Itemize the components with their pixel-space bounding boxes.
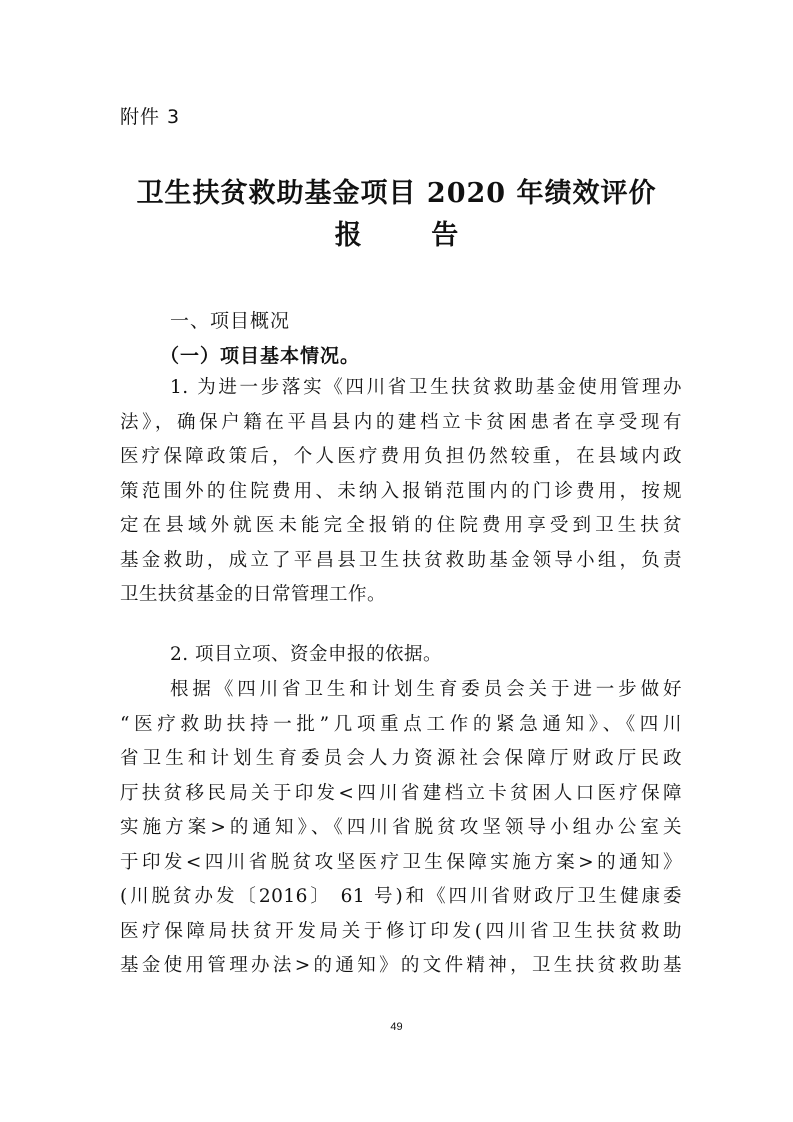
paragraph-basic-info [120,371,682,613]
paragraph-line: 2. 项目立项、资金申报的依据。 [170,644,443,665]
report-title-line-1: 卫生扶贫救助基金项目 2020 年绩效评价 [136,178,657,209]
paragraph-line: 医疗保障政策后，个人医疗费用负担仍然较重，在县域内政 [120,446,682,467]
paragraph-project-basis [120,638,682,673]
paragraph-line: (川脱贫办发〔2016〕 61 号)和《四川省财政厅卫生健康委 [120,886,682,907]
paragraph-line: 法》，确保户籍在平昌县内的建档立卡贫困患者在享受现有 [120,411,682,433]
report-title-line-2: 报 告 [334,220,489,251]
page-number: 49 [390,1021,403,1033]
paragraph-line: “医疗救助扶持一批”几项重点工作的紧急通知》、《四川 [120,713,682,735]
section-heading: 一、项目概况 [170,310,291,332]
paragraph-line: 根据《四川省卫生和计划生育委员会关于进一步做好 [170,679,682,700]
attachment-label: 附件 3 [120,106,181,128]
subsection-heading: （一）项目基本情况。 [160,345,361,367]
paragraph-line: 于印发<四川省脱贫攻坚医疗卫生保障实施方案>的通知》 [120,851,682,873]
paragraph-line: 实施方案>的通知》、《四川省脱贫攻坚领导小组办公室关 [120,817,682,838]
paragraph-line: 厅扶贫移民局关于印发<四川省建档立卡贫困人口医疗保障 [120,782,682,804]
paragraph-line: 卫生扶贫基金的日常管理工作。 [120,584,387,605]
paragraph-line: 省卫生和计划生育委员会人力资源社会保障厅财政厅民政 [120,748,682,769]
paragraph-line: 基金使用管理办法>的通知》的文件精神，卫生扶贫救助基 [120,955,682,976]
paragraph-line: 基金救助，成立了平昌县卫生扶贫救助基金领导小组，负责 [120,549,682,571]
paragraph-line: 医疗保障局扶贫开发局关于修订印发(四川省卫生扶贫救助 [120,920,682,942]
paragraph-line: 1. 为进一步落实《四川省卫生扶贫救助基金使用管理办 [170,377,682,398]
paragraph-line: 定在县域外就医未能完全报销的住院费用享受到卫生扶贫 [120,515,682,536]
paragraph-line: 策范围外的住院费用、未纳入报销范围内的门诊费用，按规 [120,480,682,502]
paragraph-policy-basis [120,673,682,984]
